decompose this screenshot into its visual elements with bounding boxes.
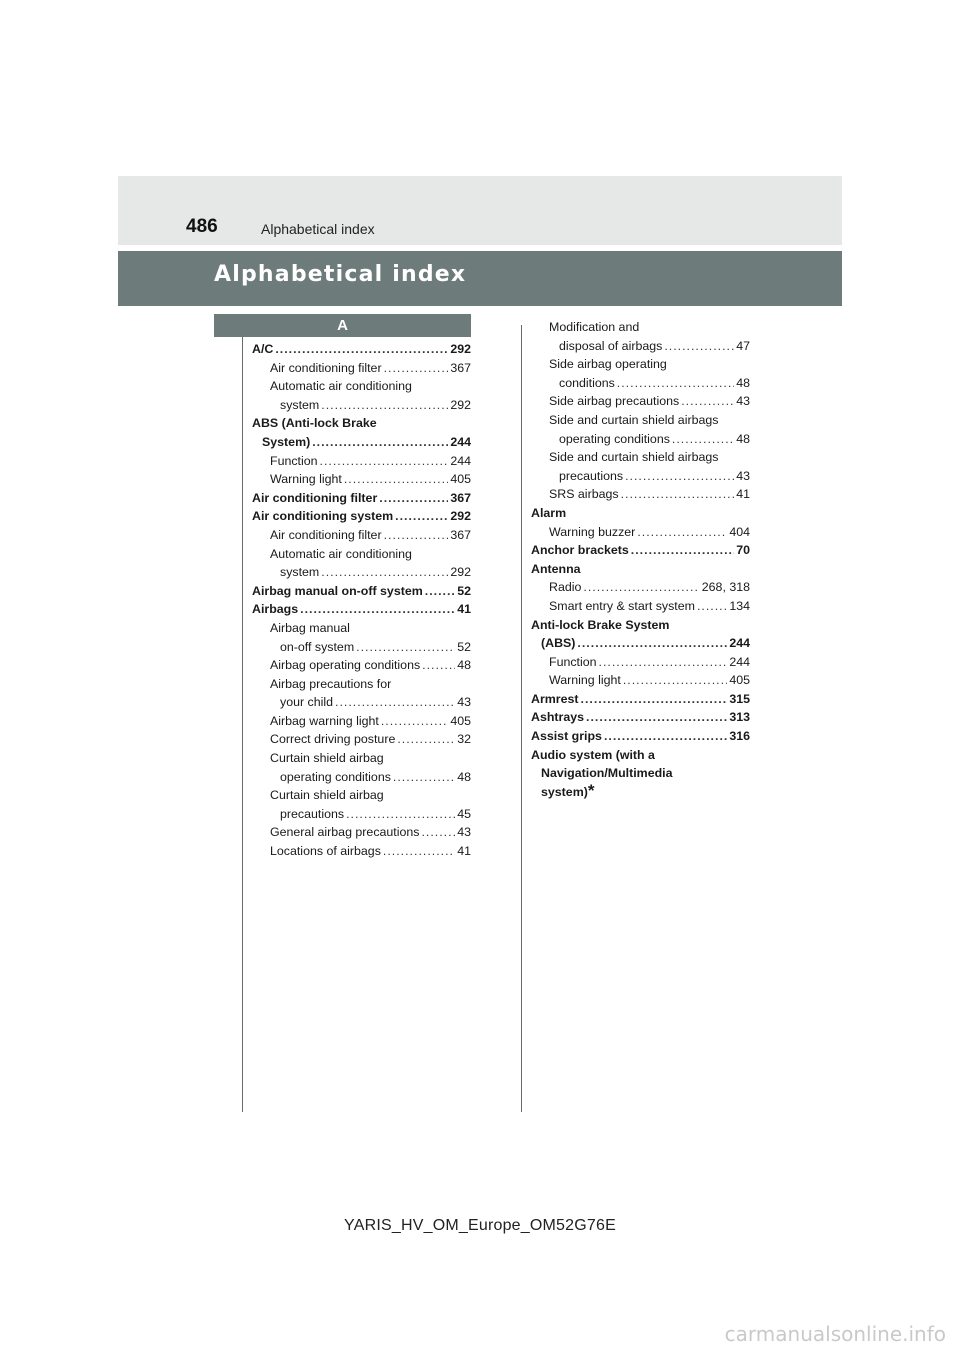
index-entry-label: precautions xyxy=(280,806,345,821)
index-entry-label: Side airbag operating xyxy=(549,357,667,372)
section-title-bar xyxy=(118,251,842,306)
leader-dots xyxy=(395,507,448,526)
index-entry xyxy=(531,523,750,542)
index-entry xyxy=(531,671,750,690)
index-entry-label: Airbags xyxy=(252,602,299,617)
index-entry-label: SRS airbags xyxy=(549,487,619,502)
index-entry-label: Antenna xyxy=(531,561,581,576)
page-reference: 41 xyxy=(457,602,471,617)
leader-dots xyxy=(300,600,455,619)
index-entry-label: Airbag operating conditions xyxy=(270,658,421,673)
page-reference: 405 xyxy=(450,472,471,487)
index-entry xyxy=(252,619,471,638)
page-reference: 45 xyxy=(457,806,471,821)
index-entry xyxy=(252,638,471,657)
index-entry xyxy=(252,805,471,824)
leader-dots xyxy=(346,805,455,824)
index-entry xyxy=(531,318,750,337)
index-entry-label: Side and curtain shield airbags xyxy=(549,450,719,465)
page-reference: 52 xyxy=(457,583,471,598)
index-entry-label: conditions xyxy=(559,375,615,390)
leader-dots xyxy=(384,359,449,378)
index-entry xyxy=(531,708,750,727)
leader-dots xyxy=(625,467,734,486)
index-entry xyxy=(531,467,750,486)
index-entry xyxy=(252,396,471,415)
index-entry-label: Anti-lock Brake System xyxy=(531,617,670,632)
index-entry xyxy=(252,749,471,768)
index-entry-label: Automatic air conditioning xyxy=(270,379,412,394)
index-entry xyxy=(252,600,471,619)
index-entry xyxy=(531,504,750,523)
page-reference: 367 xyxy=(450,490,471,505)
index-entry xyxy=(252,470,471,489)
leader-dots xyxy=(617,374,734,393)
index-entry-label: Airbag manual on-off system xyxy=(252,583,423,598)
index-entry xyxy=(531,411,750,430)
index-entry xyxy=(252,414,471,433)
index-entry xyxy=(252,712,471,731)
page-reference: 292 xyxy=(450,565,471,580)
leader-dots xyxy=(581,690,728,709)
leader-dots xyxy=(623,671,727,690)
index-entry-label: Anchor brackets xyxy=(531,543,629,558)
page-reference: 43 xyxy=(457,695,471,710)
leader-dots xyxy=(275,340,448,359)
leader-dots xyxy=(583,578,699,597)
leader-dots xyxy=(397,730,455,749)
index-entry-label: General airbag precautions xyxy=(270,825,420,840)
index-entry-label: Air conditioning system xyxy=(252,509,394,524)
index-entry-label: Curtain shield airbag xyxy=(270,751,384,766)
index-entry xyxy=(252,433,471,452)
index-entry xyxy=(531,392,750,411)
index-entry xyxy=(252,563,471,582)
leader-dots xyxy=(321,563,448,582)
index-entry-label: ABS (Anti-lock Brake xyxy=(252,416,377,431)
index-entry-label: Smart entry & start system xyxy=(549,598,695,613)
index-entry-label: Navigation/Multimedia xyxy=(541,766,673,781)
index-entry xyxy=(252,768,471,787)
page-reference: 52 xyxy=(457,639,471,654)
page-reference: 43 xyxy=(736,468,750,483)
leader-dots xyxy=(421,823,455,842)
page-reference: 367 xyxy=(450,360,471,375)
index-entry xyxy=(531,727,750,746)
middle-column-rule xyxy=(521,325,522,1112)
left-column-rule xyxy=(242,337,243,1112)
leader-dots xyxy=(681,392,734,411)
page-reference: 315 xyxy=(729,691,750,706)
leader-dots xyxy=(384,526,449,545)
section-title: Alphabetical index xyxy=(214,262,467,287)
index-entry-label: Warning buzzer xyxy=(549,524,636,539)
index-entry xyxy=(252,823,471,842)
index-entry xyxy=(531,485,750,504)
leader-dots xyxy=(320,452,449,471)
index-entry-label: operating conditions xyxy=(559,431,670,446)
index-entry-label: disposal of airbags xyxy=(559,338,663,353)
page-reference: 32 xyxy=(457,732,471,747)
index-entry xyxy=(252,526,471,545)
index-entry-label: operating conditions xyxy=(280,769,391,784)
index-entry-label: Function xyxy=(549,654,597,669)
leader-dots xyxy=(577,634,727,653)
document-code: YARIS_HV_OM_Europe_OM52G76E xyxy=(344,1217,616,1234)
index-entry-label: System) xyxy=(262,434,311,449)
page-reference: 405 xyxy=(450,713,471,728)
index-entry xyxy=(531,541,750,560)
index-entry xyxy=(531,616,750,635)
page-reference: 47 xyxy=(736,338,750,353)
leader-dots xyxy=(631,541,734,560)
index-entry xyxy=(531,634,750,653)
index-entry-label: Correct driving posture xyxy=(270,732,396,747)
page-reference: 43 xyxy=(457,825,471,840)
index-entry-label: your child xyxy=(280,695,334,710)
index-entry xyxy=(531,560,750,579)
index-entry-label: Ashtrays xyxy=(531,710,585,725)
index-entry-label: precautions xyxy=(559,468,624,483)
running-title: Alphabetical index xyxy=(261,221,375,237)
index-entry xyxy=(252,545,471,564)
index-entry xyxy=(531,690,750,709)
leader-dots xyxy=(379,489,448,508)
index-entry xyxy=(531,746,750,765)
leader-dots xyxy=(586,708,727,727)
page-reference: 48 xyxy=(457,769,471,784)
index-entry-label: system) xyxy=(541,784,588,799)
index-entry-label: Side airbag precautions xyxy=(549,394,680,409)
index-entry xyxy=(252,377,471,396)
index-entry-label: Warning light xyxy=(270,472,342,487)
letter-heading: A xyxy=(214,314,471,337)
leader-dots xyxy=(697,597,727,616)
page-reference: 48 xyxy=(736,375,750,390)
leader-dots xyxy=(393,768,455,787)
page-reference: 134 xyxy=(729,598,750,613)
index-entry-label: Automatic air conditioning xyxy=(270,546,412,561)
index-entry xyxy=(252,359,471,378)
header-band xyxy=(118,176,842,245)
index-column-left xyxy=(252,340,471,861)
leader-dots xyxy=(425,582,455,601)
index-entry xyxy=(531,430,750,449)
page-reference: 292 xyxy=(450,342,471,356)
page-reference: 244 xyxy=(450,434,471,449)
page-reference: 404 xyxy=(729,524,750,539)
index-entry-label: (ABS) xyxy=(541,636,576,651)
index-entry xyxy=(252,582,471,601)
index-entry-label: on-off system xyxy=(280,639,355,654)
index-entry xyxy=(531,597,750,616)
index-entry-label: A/C xyxy=(252,342,274,356)
index-entry: system) * xyxy=(541,780,595,800)
leader-dots xyxy=(422,656,455,675)
leader-dots xyxy=(356,638,455,657)
page-reference: 244 xyxy=(729,654,750,669)
index-entry xyxy=(531,578,750,597)
page-reference: 43 xyxy=(736,394,750,409)
page-reference: 70 xyxy=(736,543,750,558)
index-entry-label: Armrest xyxy=(531,691,579,706)
leader-dots xyxy=(344,470,448,489)
index-entry xyxy=(252,786,471,805)
page-reference: 41 xyxy=(457,844,471,859)
leader-dots xyxy=(335,693,455,712)
index-entry xyxy=(252,675,471,694)
index-entry-label: Curtain shield airbag xyxy=(270,788,384,803)
leader-dots xyxy=(672,430,734,449)
index-entry-label: Air conditioning filter xyxy=(270,527,382,542)
leader-dots xyxy=(637,523,727,542)
index-entry xyxy=(531,337,750,356)
index-entry-label: Function xyxy=(270,453,318,468)
index-entry-label: Side and curtain shield airbags xyxy=(549,412,719,427)
page-reference: 316 xyxy=(729,729,750,744)
page-reference: 268, 318 xyxy=(701,580,750,595)
index-entry xyxy=(531,374,750,393)
index-entry-label: Airbag warning light xyxy=(270,713,379,728)
index-entry-label: Radio xyxy=(549,580,582,595)
index-entry xyxy=(252,489,471,508)
leader-dots xyxy=(383,842,455,861)
index-entry-label: Airbag precautions for xyxy=(270,676,392,691)
index-entry-label: Air conditioning filter xyxy=(270,360,382,375)
page-reference: 244 xyxy=(729,636,750,651)
index-entry xyxy=(252,656,471,675)
page-reference: 292 xyxy=(450,397,471,412)
page-reference: 48 xyxy=(736,431,750,446)
leader-dots xyxy=(599,653,728,672)
index-entry-label: system xyxy=(280,397,320,412)
index-entry xyxy=(252,507,471,526)
index-entry xyxy=(252,452,471,471)
index-entry-label: Air conditioning filter xyxy=(252,490,378,505)
leader-dots xyxy=(381,712,448,731)
page-reference: 41 xyxy=(736,487,750,502)
index-entry-label: Airbag manual xyxy=(270,620,350,635)
leader-dots xyxy=(621,485,735,504)
index-column-right xyxy=(531,318,750,801)
leader-dots xyxy=(604,727,727,746)
watermark: carmanualsonline.info xyxy=(724,1322,946,1346)
page-reference: 313 xyxy=(729,710,750,725)
index-entry xyxy=(252,842,471,861)
index-entry xyxy=(531,764,750,783)
index-entry-label: Locations of airbags xyxy=(270,844,381,859)
index-entry-label: Audio system (with a xyxy=(531,747,655,762)
page-reference: 48 xyxy=(457,658,471,673)
page-reference: 405 xyxy=(729,673,750,688)
index-entry xyxy=(252,340,471,359)
index-entry-label: Alarm xyxy=(531,505,567,520)
index-entry-label: Warning light xyxy=(549,673,621,688)
index-entry xyxy=(252,730,471,749)
index-entry-label: system xyxy=(280,565,320,580)
page-reference: 292 xyxy=(450,509,471,524)
page-number: 486 xyxy=(186,216,218,237)
index-entry-label: Modification and xyxy=(549,320,640,334)
index-entry xyxy=(531,653,750,672)
index-entry xyxy=(531,448,750,467)
leader-dots xyxy=(321,396,448,415)
page-reference: 367 xyxy=(450,527,471,542)
leader-dots xyxy=(312,433,448,452)
index-entry xyxy=(531,355,750,374)
index-entry xyxy=(252,693,471,712)
page-reference: 244 xyxy=(450,453,471,468)
index-entry-label: Assist grips xyxy=(531,729,602,744)
leader-dots xyxy=(664,337,734,356)
